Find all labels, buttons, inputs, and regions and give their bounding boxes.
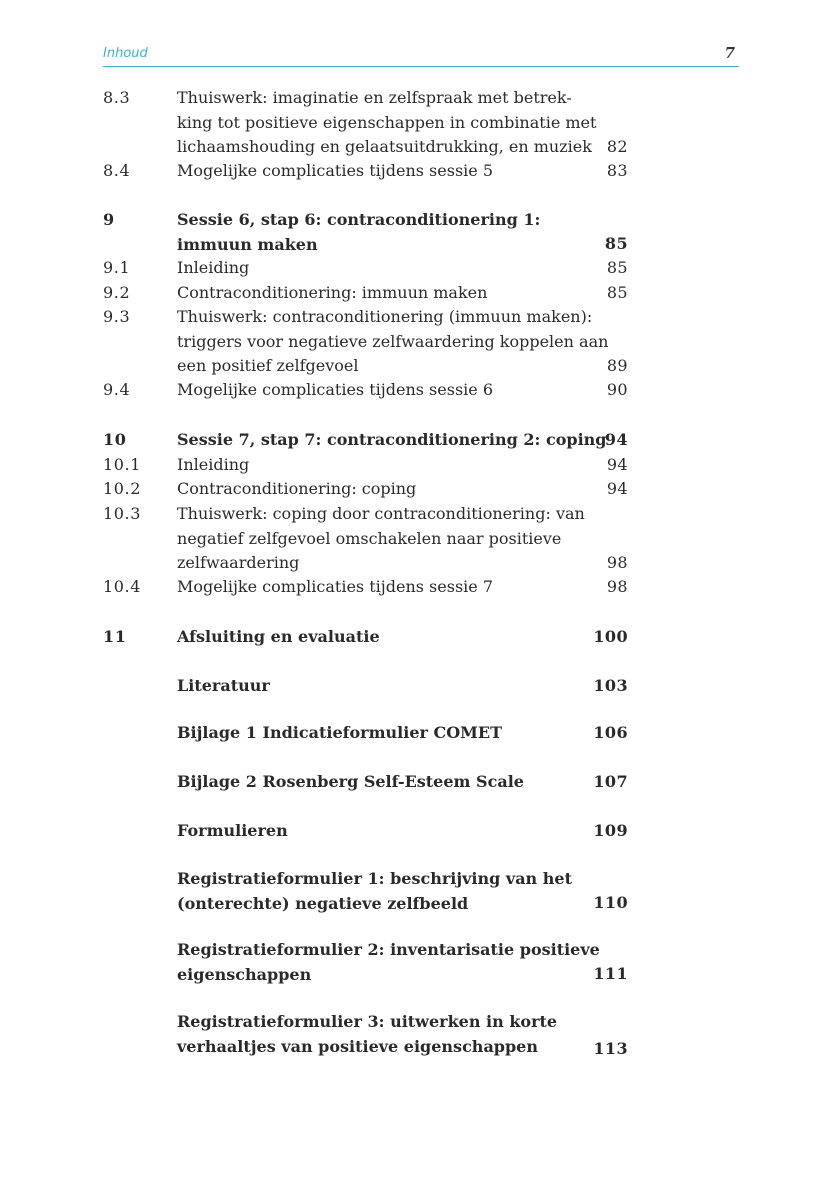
entry-title-line: Inleiding <box>177 258 250 277</box>
chapter-title-line: Afsluiting en evaluatie <box>177 627 380 646</box>
entry-number: 10.4 <box>103 577 142 596</box>
entry-number: 8.3 <box>103 88 131 107</box>
entry-page: 89 <box>606 356 628 375</box>
entry-page: 94 <box>606 455 628 474</box>
entry-title-line: Thuiswerk: coping door contraconditionering: van <box>177 504 585 523</box>
chapter-page: 106 <box>593 723 628 742</box>
entry-number: 10.3 <box>103 504 142 523</box>
entry-title <box>177 453 597 478</box>
chapter-title-line: Sessie 7, stap 7: contraconditionering 2: coping <box>177 430 607 449</box>
page-number: 7 <box>724 44 735 62</box>
chapter-title-line: Registratieformulier 1: beschrijving van het <box>177 869 572 888</box>
entry-title <box>177 378 597 403</box>
entry-page: 98 <box>606 553 628 572</box>
chapter-page: 110 <box>593 893 628 912</box>
entry-title <box>177 477 597 502</box>
chapter-title <box>177 1010 597 1059</box>
chapter-title-line: Registratieformulier 2: inventarisatie positieve <box>177 940 600 959</box>
chapter-page: 103 <box>593 676 628 695</box>
entry-title <box>177 159 597 184</box>
entry-number: 10.2 <box>103 479 142 498</box>
chapter-title <box>177 770 597 795</box>
entry-page: 94 <box>606 479 628 498</box>
chapter-page: 111 <box>593 964 628 983</box>
entry-title-line: negatief zelfgevoel omschakelen naar positieve <box>177 528 562 548</box>
chapter-title <box>177 208 597 257</box>
chapter-number: 9 <box>103 210 115 229</box>
chapter-title-line: Bijlage 1 Indicatieformulier COMET <box>177 723 502 742</box>
entry-title-line: Mogelijke complicaties tijdens sessie 6 <box>177 380 493 399</box>
entry-title <box>177 305 609 379</box>
chapter-title-line: immuun maken <box>177 234 318 254</box>
chapter-title <box>177 938 600 987</box>
chapter-page: 100 <box>593 627 628 646</box>
section-title: Inhoud <box>103 46 148 61</box>
chapter-title-line: eigenschappen <box>177 964 312 984</box>
entry-title-line: een positief zelfgevoel <box>177 356 359 375</box>
chapter-page: 94 <box>604 430 628 449</box>
chapter-title <box>177 674 597 699</box>
entry-number: 9.3 <box>103 307 131 326</box>
entry-title-line: lichaamshouding en gelaatsuitdrukking, en muziek <box>177 137 592 156</box>
entry-page: 85 <box>606 283 628 302</box>
entry-page: 98 <box>606 577 628 596</box>
entry-title-line: zelfwaardering <box>177 553 300 572</box>
entry-number: 9.4 <box>103 380 131 399</box>
entry-title <box>177 281 597 306</box>
chapter-title-line: Formulieren <box>177 821 288 840</box>
chapter-title <box>177 625 597 650</box>
entry-title-line: king tot positieve eigenschappen in combinatie met <box>177 112 597 132</box>
chapter-title <box>177 867 597 916</box>
entry-number: 9.1 <box>103 258 131 277</box>
chapter-page: 107 <box>593 772 628 791</box>
chapter-page: 113 <box>593 1039 628 1058</box>
entry-title-line: Mogelijke complicaties tijdens sessie 7 <box>177 577 493 596</box>
entry-title-line: Thuiswerk: contraconditionering (immuun maken): <box>177 307 593 326</box>
entry-number: 10.1 <box>103 455 142 474</box>
entry-title-line: Inleiding <box>177 455 250 474</box>
entry-number: 9.2 <box>103 283 131 302</box>
chapter-title-line: verhaaltjes van positieve eigenschappen <box>177 1036 538 1056</box>
entry-page: 90 <box>606 380 628 399</box>
chapter-title-line: Literatuur <box>177 676 270 695</box>
chapter-page: 85 <box>604 234 628 253</box>
entry-title <box>177 575 597 600</box>
entry-page: 83 <box>606 161 628 180</box>
entry-title-line: Thuiswerk: imaginatie en zelfspraak met betrek- <box>177 88 572 107</box>
entry-title <box>177 86 597 160</box>
chapter-title-line: Registratieformulier 3: uitwerken in korte <box>177 1012 558 1031</box>
entry-title-line: Contraconditionering: immuun maken <box>177 283 488 302</box>
entry-page: 85 <box>606 258 628 277</box>
entry-title <box>177 502 597 576</box>
chapter-title-line: (onterechte) negatieve zelfbeeld <box>177 893 469 913</box>
chapter-title <box>177 819 597 844</box>
chapter-number: 11 <box>103 627 127 646</box>
chapter-page: 109 <box>593 821 628 840</box>
entry-title-line: Contraconditionering: coping <box>177 479 417 498</box>
chapter-title-line: Sessie 6, stap 6: contraconditionering 1: <box>177 210 541 229</box>
chapter-title <box>177 428 607 453</box>
entry-title-line: triggers voor negatieve zelfwaardering koppelen aan <box>177 331 609 351</box>
entry-number: 8.4 <box>103 161 131 180</box>
entry-title <box>177 256 597 281</box>
entry-page: 82 <box>606 137 628 156</box>
chapter-number: 10 <box>103 430 127 449</box>
chapter-title <box>177 721 597 746</box>
entry-title-line: Mogelijke complicaties tijdens sessie 5 <box>177 161 493 180</box>
chapter-title-line: Bijlage 2 Rosenberg Self-Esteem Scale <box>177 772 524 791</box>
